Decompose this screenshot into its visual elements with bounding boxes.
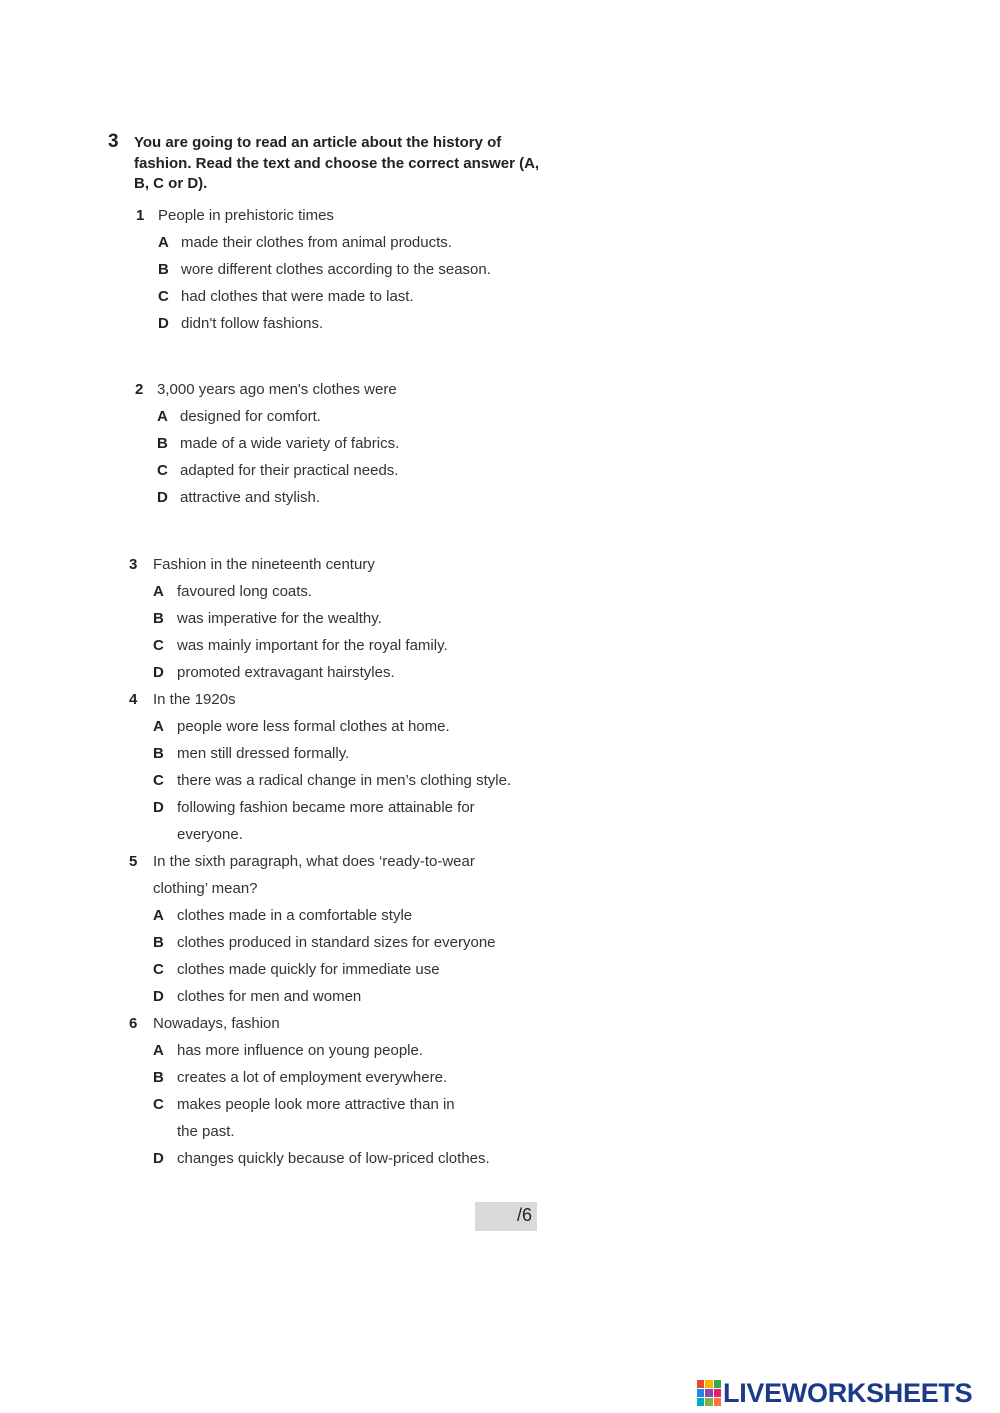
brand-logo	[697, 1378, 972, 1408]
option-a[interactable]	[157, 403, 547, 430]
option-letter: D	[153, 799, 164, 816]
option-b[interactable]	[153, 740, 548, 767]
option-d[interactable]	[153, 794, 522, 848]
brand-grid-cell	[697, 1389, 704, 1397]
option-c[interactable]	[157, 457, 547, 484]
option-letter: B	[153, 1069, 164, 1086]
question-number: 1	[136, 207, 145, 224]
option-letter: D	[153, 1150, 164, 1167]
option-d[interactable]	[153, 983, 548, 1010]
option-text: attractive and stylish.	[180, 489, 321, 506]
option-letter: B	[153, 934, 164, 951]
question-number: 4	[129, 691, 138, 708]
option-d[interactable]	[153, 1145, 548, 1172]
brand-grid-cell	[697, 1398, 704, 1406]
question-3	[129, 551, 548, 686]
option-text: clothes for men and women	[177, 988, 362, 1005]
option-text: makes people look more attractive than in the past.	[177, 1096, 455, 1140]
option-c[interactable]	[153, 632, 548, 659]
option-c[interactable]	[153, 1091, 477, 1145]
brand-name: LIVEWORKSHEETS	[723, 1377, 973, 1408]
question-stem: 3,000 years ago men's clothes were	[157, 381, 397, 398]
option-text: clothes made quickly for immediate use	[177, 961, 440, 978]
score-total: /6	[516, 1205, 532, 1225]
option-letter: C	[157, 462, 168, 479]
option-letter: A	[153, 1042, 164, 1059]
option-text: has more influence on young people.	[177, 1042, 424, 1059]
question-number: 2	[135, 381, 144, 398]
option-text: there was a radical change in men’s clothing style.	[177, 772, 512, 789]
brand-grid-cell	[705, 1389, 712, 1397]
option-letter: A	[158, 234, 169, 251]
option-text: creates a lot of employment everywhere.	[177, 1069, 448, 1086]
brand-grid-cell	[705, 1398, 712, 1406]
option-text: made their clothes from animal products.	[181, 234, 452, 251]
brand-grid-cell	[697, 1380, 704, 1388]
question-5	[129, 848, 548, 1010]
option-b[interactable]	[157, 430, 547, 457]
question-stem: In the sixth paragraph, what does ‘ready-to-wear clothing’ mean?	[153, 853, 475, 897]
option-text: changes quickly because of low-priced clothes.	[177, 1150, 490, 1167]
option-text: promoted extravagant hairstyles.	[177, 664, 395, 681]
option-letter: C	[153, 637, 164, 654]
brand-grid-cell	[705, 1380, 712, 1388]
question-stem: Nowadays, fashion	[153, 1015, 280, 1032]
option-text: clothes made in a comfortable style	[177, 907, 413, 924]
option-text: didn't follow fashions.	[181, 315, 324, 332]
option-text: men still dressed formally.	[177, 745, 350, 762]
option-b[interactable]	[158, 256, 548, 283]
option-letter: A	[153, 907, 164, 924]
option-a[interactable]	[153, 902, 548, 929]
option-c[interactable]	[153, 956, 548, 983]
option-letter: B	[153, 610, 164, 627]
option-letter: C	[153, 961, 164, 978]
option-text: wore different clothes according to the season.	[181, 261, 491, 278]
option-letter: C	[153, 772, 164, 789]
question-number: 6	[129, 1015, 138, 1032]
option-a[interactable]	[153, 1037, 548, 1064]
option-text: following fashion became more attainable for everyone.	[177, 799, 475, 843]
score-box	[475, 1202, 537, 1231]
option-letter: A	[153, 718, 164, 735]
question-4	[129, 686, 548, 848]
option-c[interactable]	[153, 767, 513, 794]
question-2	[135, 376, 547, 511]
exercise-instructions: You are going to read an article about the history of fashion. Read the text and choose the correct answer (A, B, C or D).	[134, 134, 540, 192]
option-letter: D	[158, 315, 169, 332]
option-text: favoured long coats.	[177, 583, 313, 600]
option-text: had clothes that were made to last.	[181, 288, 414, 305]
option-text: was mainly important for the royal family.	[177, 637, 448, 654]
option-letter: C	[158, 288, 169, 305]
option-letter: D	[153, 988, 164, 1005]
option-a[interactable]	[153, 713, 548, 740]
question-stem: Fashion in the nineteenth century	[153, 556, 375, 573]
option-b[interactable]	[153, 605, 548, 632]
question-1	[136, 202, 548, 337]
option-b[interactable]	[153, 929, 548, 956]
option-d[interactable]	[157, 484, 547, 511]
option-d[interactable]	[158, 310, 548, 337]
brand-grid-cell	[714, 1398, 721, 1406]
option-letter: A	[153, 583, 164, 600]
option-d[interactable]	[153, 659, 548, 686]
option-b[interactable]	[153, 1064, 548, 1091]
option-text: people wore less formal clothes at home.	[177, 718, 450, 735]
option-text: made of a wide variety of fabrics.	[180, 435, 400, 452]
option-text: was imperative for the wealthy.	[177, 610, 382, 627]
question-stem: People in prehistoric times	[158, 207, 334, 224]
question-6	[129, 1010, 548, 1172]
option-letter: B	[157, 435, 168, 452]
option-a[interactable]	[158, 229, 548, 256]
option-text: clothes produced in standard sizes for everyone	[177, 934, 496, 951]
exercise-number: 3	[108, 131, 119, 152]
option-letter: D	[153, 664, 164, 681]
option-letter: D	[157, 489, 168, 506]
option-c[interactable]	[158, 283, 548, 310]
option-text: adapted for their practical needs.	[180, 462, 399, 479]
brand-grid-cell	[714, 1380, 721, 1388]
option-letter: B	[153, 745, 164, 762]
option-letter: C	[153, 1096, 164, 1113]
question-number: 3	[129, 556, 138, 573]
brand-grid-icon	[697, 1380, 721, 1406]
brand-grid-cell	[714, 1389, 721, 1397]
option-text: designed for comfort.	[180, 408, 321, 425]
question-block	[129, 551, 548, 1172]
option-a[interactable]	[153, 578, 548, 605]
option-letter: A	[157, 408, 168, 425]
question-number: 5	[129, 853, 138, 870]
question-stem: In the 1920s	[153, 691, 236, 708]
option-letter: B	[158, 261, 169, 278]
